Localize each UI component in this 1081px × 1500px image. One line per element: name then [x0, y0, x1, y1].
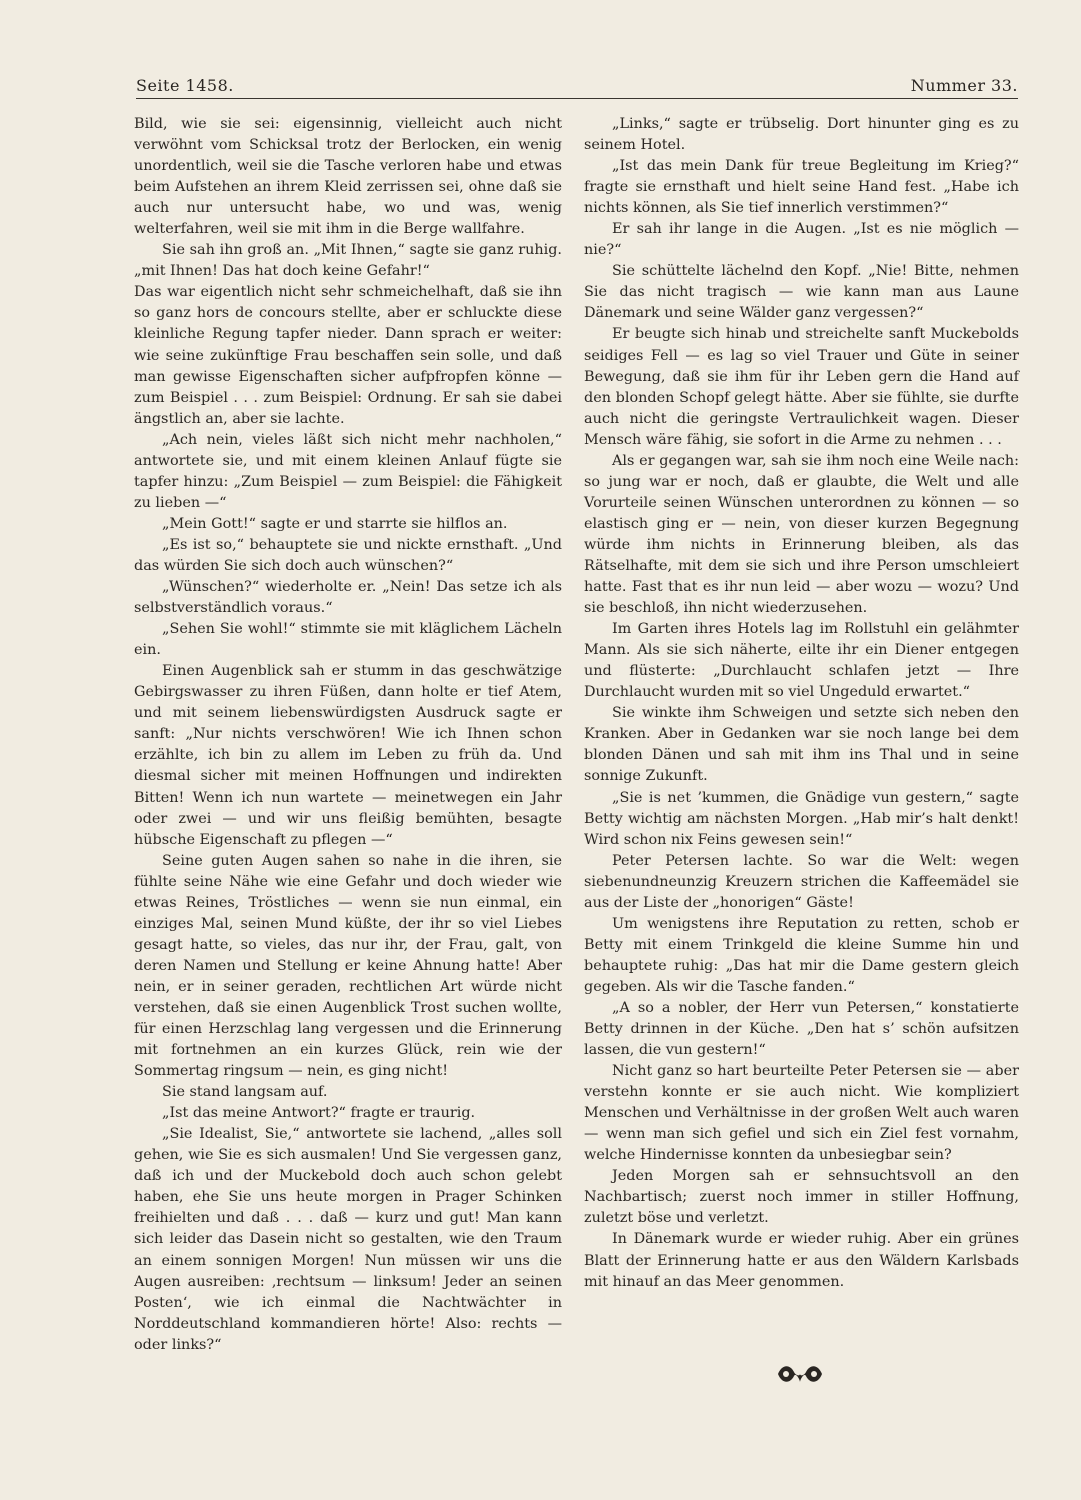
paragraph: Im Garten ihres Hotels lag im Rollstuhl ein gelähmter Mann. Als sie sich näherte, eilte ihr ein Diener entgegen und flüsterte: „Durchlaucht schlafen jetzt — Ihre Durchlaucht wurden mit so viel Ungeduld erwartet.“ [584, 621, 1019, 701]
paragraph: Sie schüttelte lächelnd den Kopf. „Nie! Bitte, nehmen Sie das nicht tragisch — wie kann man aus Laune Dänemark und seine Wälder ganz vergessen?“ [584, 263, 1019, 322]
paragraph: Sie stand langsam auf. [162, 1084, 328, 1101]
paragraph: „Wünschen?“ wiederholte er. „Nein! Das setze ich als selbstverständlich voraus.“ [134, 579, 562, 617]
paragraph: Seine guten Augen sahen so nahe in die ihren, sie fühlte seine Nähe wie eine Gefahr und doch wieder wie etwas Reines, Tröstliches — wenn sie nun einmal, ein einziges Mal, seinen Mund küßte, der ihr so viel Liebes gesagt hatte, so vieles, das nur ihr, der Frau, galt, von deren Namen und Stellung er keine Ahnung hatte! Aber nein, er in seiner geraden, rechtlichen Art würde nicht verstehen, daß sie einen Augenblick Trost suchen wollte, für einen Herzschlag lang vergessen und die Erinnerung mit fortnehmen an ein kurzes Glück, rein wie der Sommertag ringsum — nein, es ging nicht! [134, 852, 562, 1080]
paragraph: Bild, wie sie sei: eigensinnig, vielleicht auch nicht verwöhnt vom Schicksal trotz der Berlocken, ein wenig unordentlich, weil sie die Tasche verloren habe und etwas beim Aufstehen an ihrem Kleid zerrissen sei, ohne daß sie auch nur untersucht habe, wo und was, wenig welterfahren, weil sie mit ihm in die Berge wallfahre. [134, 116, 562, 238]
paragraph: Sie winkte ihm Schweigen und setzte sich neben den Kranken. Aber in Gedanken war sie noch lange bei dem blonden Dänen und sah mit ihm ins Thal und in seine sonnige Zukunft. [584, 705, 1019, 785]
paragraph: Als er gegangen war, sah sie ihm noch eine Weile nach: so jung war er noch, daß er glaubte, die Welt und alle Vorurteile seinen Wünschen unterordnen zu können — so elastisch ging er — nein, von dieser kurzen Begegnung würde ihm nichts in Erinnerung bleiben, als das Rätselhafte, mit dem sie sich und ihre Person umschleiert hatte. Fast that es ihr nun leid — aber wozu — wozu? Und sie beschloß, ihn nicht wiederzusehen. [584, 452, 1019, 617]
paragraph: Peter Petersen lachte. So war die Welt: wegen siebenundneunzig Kreuzern strichen die Kaffeemädel sie aus der Liste der „honorigen“ Gäste! [584, 852, 1019, 911]
paragraph: Er sah ihr lange in die Augen. „Ist es nie möglich — nie?“ [584, 221, 1019, 259]
paragraph: Sie sah ihn groß an. „Mit Ihnen,“ sagte sie ganz ruhig. „mit Ihnen! Das hat doch keine Gefahr!“ [134, 242, 562, 280]
paragraph: „Links,“ sagte er trübselig. Dort hinunter ging es zu seinem Hotel. [584, 116, 1019, 154]
vignette-ornament-icon [774, 1360, 826, 1388]
paragraph: Nicht ganz so hart beurteilte Peter Petersen sie — aber verstehn konnte er sie auch nicht. Wie kompliziert Menschen und Verhältnisse in der großen Welt auch waren — wenn man sich gefiel und sich ein Ziel fest vornahm, welche Hindernisse konnten da unbesiegbar sein? [584, 1063, 1019, 1164]
paragraph: Jeden Morgen sah er sehnsuchtsvoll an den Nachbartisch; zuerst noch immer in stiller Hoffnung, zuletzt böse und verletzt. [584, 1168, 1019, 1227]
paragraph: „Ach nein, vieles läßt sich nicht mehr nachholen,“ antwortete sie, und mit einem kleinen Anlauf fügte sie tapfer hinzu: „Zum Beispiel — zum Beispiel: die Fähigkeit zu lieben —“ [134, 431, 562, 511]
paragraph: Das war eigentlich nicht sehr schmeichelhaft, daß sie ihn so ganz hors de concours stellte, aber er schluckte diese kleinliche Regung tapfer nieder. Dann sprach er weiter: wie seine zukünftige Frau beschaffen sein solle, und daß man gewisse Eigenschaften sicher aufpfropfen könne — zum Beispiel . . . zum Beispiel: Ordnung. Er sah sie dabei ängstlich an, aber sie lachte. [134, 284, 562, 427]
paragraph: Er beugte sich hinab und streichelte sanft Muckebolds seidiges Fell — es lag so viel Trauer und Güte in seiner Bewegung, daß sie ihm für ihr Leben gern die Hand auf den blonden Schopf gelegt hätte. Aber sie fühlte, sie durfte auch nicht die geringste Vertraulichkeit wagen. Dieser Mensch wäre fähig, sie sofort in die Arme zu nehmen . . . [584, 326, 1019, 448]
paragraph: „Sehen Sie wohl!“ stimmte sie mit kläglichem Lächeln ein. [134, 621, 562, 659]
right-text-column [584, 114, 1019, 1293]
paragraph: „Sie Idealist, Sie,“ antwortete sie lachend, „alles soll gehen, wie Sie es sich ausmalen! Und Sie vergessen ganz, daß ich und der Muckebold doch auch schon gelebt haben, ehe Sie uns heute morgen in Prager Schinken freihielten und daß . . . daß — kurz und gut! Man kann sich leider das Dasein nicht so gestalten, wie den Traum an einem sonnigen Morgen! Nun müssen wir uns die Augen ausreiben: ‚rechtsum — linksum! Jeder an seinen Posten‘, wie ich einmal die Nachtwächter in Norddeutschland kommandieren hörte! Also: rechts — oder links?“ [134, 1126, 562, 1353]
paragraph: „Sie is net ’kummen, die Gnädige vun gestern,“ sagte Betty wichtig am nächsten Morgen. „Hab mir’s halt denkt! Wird schon nix Feins gewesen sein!“ [584, 789, 1019, 848]
issue-number: Nummer 33. [910, 76, 1018, 95]
page-number: Seite 1458. [136, 76, 234, 95]
left-text-column [134, 114, 562, 1356]
paragraph: „Ist das mein Dank für treue Begleitung im Krieg?“ fragte sie ernsthaft und hielt seine Hand fest. „Habe ich nichts können, als Sie tief innerlich verstimmen?“ [584, 158, 1019, 217]
paragraph: In Dänemark wurde er wieder ruhig. Aber ein grünes Blatt der Erinnerung hatte er aus den Wäldern Karlsbads mit hinauf an das Meer genommen. [584, 1231, 1019, 1290]
paragraph: „Ist das meine Antwort?“ fragte er traurig. [162, 1105, 476, 1122]
paragraph: Um wenigstens ihre Reputation zu retten, schob er Betty mit einem Trinkgeld die kleine Summe hin und behauptete ruhig: „Das hat mir die Dame gestern gleich gegeben. Als wir die Tasche fanden.“ [584, 915, 1019, 995]
paragraph: „Es ist so,“ behauptete sie und nickte ernsthaft. „Und das würden Sie sich doch auch wünschen?“ [134, 536, 562, 574]
paragraph: „A so a nobler, der Herr vun Petersen,“ konstatierte Betty drinnen in der Küche. „Den hat s’ schön aufsitzen lassen, die vun gestern!“ [584, 999, 1019, 1059]
page-header [136, 76, 1018, 99]
paragraph: „Mein Gott!“ sagte er und starrte sie hilflos an. [162, 515, 508, 532]
paragraph: Einen Augenblick sah er stumm in das geschwätzige Gebirgswasser zu ihren Füßen, dann holte er tief Atem, und mit seinem liebenswürdigsten Ausdruck sagte er sanft: „Nur nichts verschwören! Wie ich Ihnen schon erzählte, ich bin zu allem im Leben zu früh da. Und diesmal sicher mit meinen Hoffnungen und indirekten Bitten! Wenn ich nun wartete — meinetwegen ein Jahr oder zwei — und wir uns fleißig bemühten, besagte hübsche Eigenschaft zu pflegen —“ [134, 663, 562, 848]
